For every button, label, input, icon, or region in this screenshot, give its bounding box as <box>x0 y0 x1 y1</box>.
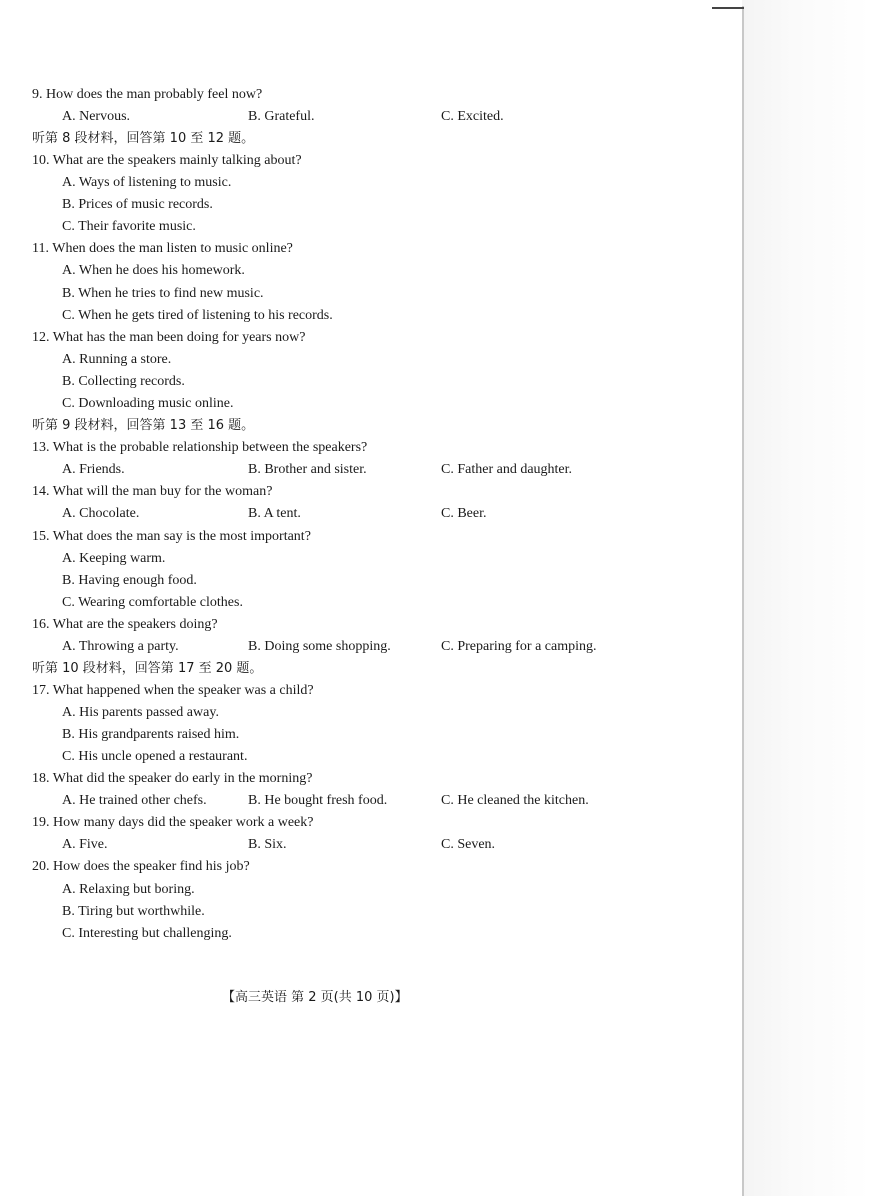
option-b: B. A tent. <box>248 506 301 521</box>
question-20-stem: 20. How does the speaker find his job? <box>32 859 250 874</box>
option-c: C. Seven. <box>441 837 496 852</box>
page-footer: 【高三英语 第 2 页(共 10 页)】 <box>222 990 408 1005</box>
option-a: A. He trained other chefs. <box>62 793 207 808</box>
option-c: C. Excited. <box>441 109 504 124</box>
section-10-instruction: 听第 10 段材料，回答第 17 至 20 题。 <box>32 661 263 676</box>
question-9-stem: 9. How does the man probably feel now? <box>32 87 263 102</box>
question-13-stem: 13. What is the probable relationship between the speakers? <box>32 440 368 455</box>
option-b: B. He bought fresh food. <box>248 793 388 808</box>
question-15-stem: 15. What does the man say is the most important? <box>32 529 311 544</box>
question-12-stem: 12. What has the man been doing for years now? <box>32 330 306 345</box>
question-19-stem: 19. How many days did the speaker work a week? <box>32 815 314 830</box>
question-12-option-a: A. Running a store. <box>62 352 172 367</box>
question-11-stem: 11. When does the man listen to music online? <box>32 241 293 256</box>
question-15-option-a: A. Keeping warm. <box>62 551 166 566</box>
option-b: B. Doing some shopping. <box>248 639 391 654</box>
question-17-option-b: B. His grandparents raised him. <box>62 727 240 742</box>
option-b: B. Six. <box>248 837 287 852</box>
option-c: C. Preparing for a camping. <box>441 639 597 654</box>
question-20-option-b: B. Tiring but worthwhile. <box>62 904 205 919</box>
question-12-option-b: B. Collecting records. <box>62 374 185 389</box>
question-18-stem: 18. What did the speaker do early in the morning? <box>32 771 313 786</box>
question-15-option-b: B. Having enough food. <box>62 573 197 588</box>
option-c: C. Beer. <box>441 506 487 521</box>
option-a: A. Chocolate. <box>62 506 140 521</box>
option-c: C. He cleaned the kitchen. <box>441 793 589 808</box>
question-20-option-a: A. Relaxing but boring. <box>62 882 195 897</box>
question-15-option-c: C. Wearing comfortable clothes. <box>62 595 243 610</box>
scan-edge-line <box>742 6 744 1196</box>
question-12-option-c: C. Downloading music online. <box>62 396 234 411</box>
option-a: A. Five. <box>62 837 108 852</box>
question-20-option-c: C. Interesting but challenging. <box>62 926 232 941</box>
question-16-stem: 16. What are the speakers doing? <box>32 617 218 632</box>
section-8-instruction: 听第 8 段材料，回答第 10 至 12 题。 <box>32 131 255 146</box>
option-b: B. Brother and sister. <box>248 462 367 477</box>
option-a: A. Friends. <box>62 462 125 477</box>
question-10-stem: 10. What are the speakers mainly talking about? <box>32 153 302 168</box>
question-17-option-a: A. His parents passed away. <box>62 705 219 720</box>
question-17-stem: 17. What happened when the speaker was a child? <box>32 683 314 698</box>
question-11-option-a: A. When he does his homework. <box>62 263 245 278</box>
option-a: A. Nervous. <box>62 109 131 124</box>
question-10-option-c: C. Their favorite music. <box>62 219 196 234</box>
option-b: B. Grateful. <box>248 109 315 124</box>
question-11-option-b: B. When he tries to find new music. <box>62 286 264 301</box>
question-10-option-b: B. Prices of music records. <box>62 197 213 212</box>
option-c: C. Father and daughter. <box>441 462 573 477</box>
scan-margin <box>742 0 870 1196</box>
question-11-option-c: C. When he gets tired of listening to his records. <box>62 308 333 323</box>
question-10-option-a: A. Ways of listening to music. <box>62 175 232 190</box>
section-9-instruction: 听第 9 段材料，回答第 13 至 16 题。 <box>32 418 255 433</box>
question-17-option-c: C. His uncle opened a restaurant. <box>62 749 248 764</box>
question-14-stem: 14. What will the man buy for the woman? <box>32 484 273 499</box>
option-a: A. Throwing a party. <box>62 639 179 654</box>
